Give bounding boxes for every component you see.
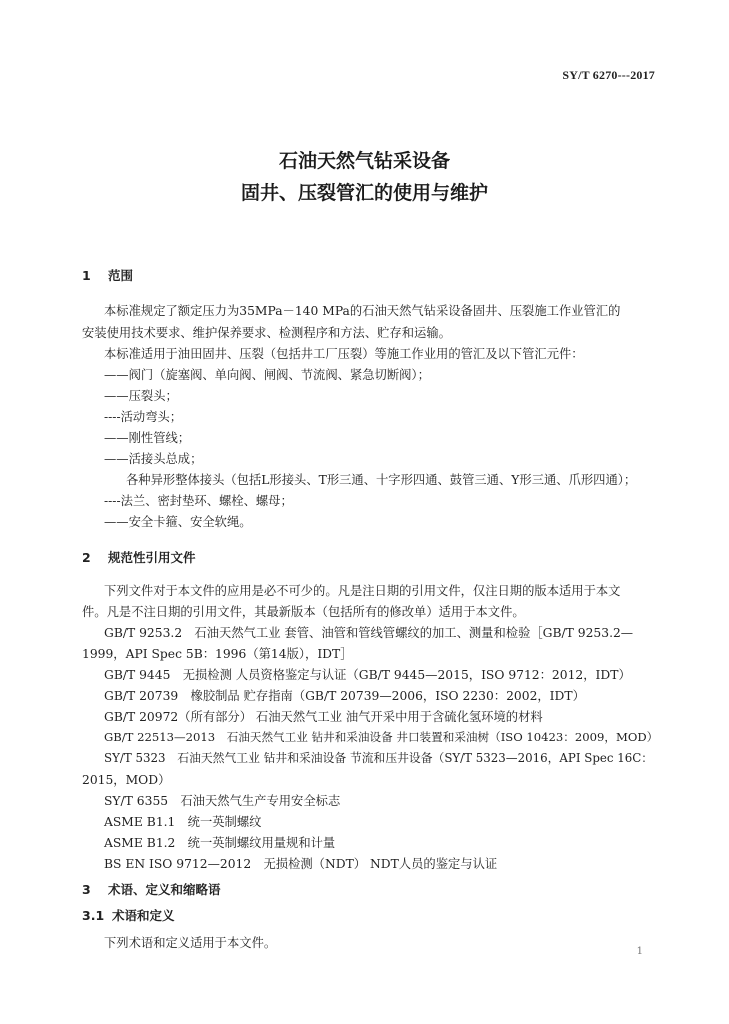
subsection-number: 3.1: [82, 908, 105, 923]
section-1-heading: [82, 266, 133, 284]
standard-code: SY/T 6270---2017: [562, 68, 655, 82]
section-number: 2: [82, 550, 91, 565]
paragraph-line: 下列术语和定义适用于本文件。: [104, 936, 277, 950]
list-item: ——阀门（旋塞阀、单向阀、闸阀、节流阀、紧急切断阀）；: [104, 368, 430, 382]
paragraph-line: 下列文件对于本文件的应用是必不可少的。凡是注日期的引用文件，仅注日期的版本适用于本文: [104, 584, 621, 598]
reference-line: SY/T 5323 石油天然气工业 钻井和采油设备 节流和压井设备（SY/T 5323—2016，API Spec 16C：: [104, 751, 654, 765]
list-item: ----活动弯头；: [104, 410, 183, 424]
section-number: 1: [82, 268, 91, 283]
list-item: ——活接头总成；: [104, 452, 203, 466]
reference-line: 2015，MOD）: [82, 773, 171, 787]
reference-line: SY/T 6355 石油天然气生产专用安全标志: [104, 794, 341, 808]
list-item: ----法兰、密封垫环、螺栓、螺母；: [104, 494, 293, 508]
paragraph-line: 本标准适用于油田固井、压裂（包括井工厂压裂）等施工作业用的管汇及以下管汇元件：: [104, 347, 584, 361]
list-item: ——压裂头；: [104, 389, 178, 403]
paragraph-line: 安装使用技术要求、维护保养要求、检测程序和方法、贮存和运输。: [82, 326, 451, 340]
reference-line: GB/T 20972（所有部分） 石油天然气工业 油气开采中用于含硫化氢环境的材料: [104, 710, 543, 724]
reference-line: GB/T 9445 无损检测 人员资格鉴定与认证（GB/T 9445—2015，ISO 9712：2012，IDT）: [104, 668, 631, 682]
section-3-heading: [82, 880, 221, 898]
subsection-title: 术语和定义: [112, 908, 175, 923]
page-number: 1: [636, 946, 643, 957]
title-line-2: 固井、压裂管汇的使用与维护: [240, 182, 488, 204]
reference-line: ASME B1.1 统一英制螺纹: [104, 815, 262, 829]
reference-line: GB/T 20739 橡胶制品 贮存指南（GB/T 20739—2006，ISO 2230：2002，IDT）: [104, 689, 585, 703]
section-title: 规范性引用文件: [108, 550, 196, 565]
list-item: ——安全卡箍、安全软绳。: [104, 515, 252, 529]
reference-line: GB/T 22513—2013 石油天然气工业 钻井和采油设备 井口装置和采油树（ISO 10423：2009，MOD）: [104, 730, 659, 744]
subsection-3-1-heading: [82, 906, 175, 924]
section-title: 范围: [108, 268, 134, 283]
section-2-heading: [82, 548, 196, 566]
reference-line: GB/T 9253.2 石油天然气工业 套管、油管和管线管螺纹的加工、测量和检验［GB/T 9253.2—: [104, 626, 634, 640]
paragraph-line: 件。凡是不注日期的引用文件，其最新版本（包括所有的修改单）适用于本文件。: [82, 605, 525, 619]
list-item: 各种异形整体接头（包括L形接头、T形三通、十字形四通、鼓管三通、Y形三通、爪形四通）；: [126, 473, 637, 487]
title-line-1: 石油天然气钻采设备: [278, 150, 450, 172]
list-item: ——刚性管线；: [104, 431, 191, 445]
paragraph-line: 本标准规定了额定压力为35MPa－140 MPa的石油天然气钻采设备固井、压裂施工作业管汇的: [104, 304, 621, 318]
reference-line: ASME B1.2 统一英制螺纹用量规和计量: [104, 836, 336, 850]
reference-line: 1999，API Spec 5B：1996（第14版），IDT］: [82, 647, 353, 661]
section-number: 3: [82, 882, 91, 897]
section-title: 术语、定义和缩略语: [108, 882, 221, 897]
reference-line: BS EN ISO 9712—2012 无损检测（NDT） NDT人员的鉴定与认证: [104, 857, 498, 871]
